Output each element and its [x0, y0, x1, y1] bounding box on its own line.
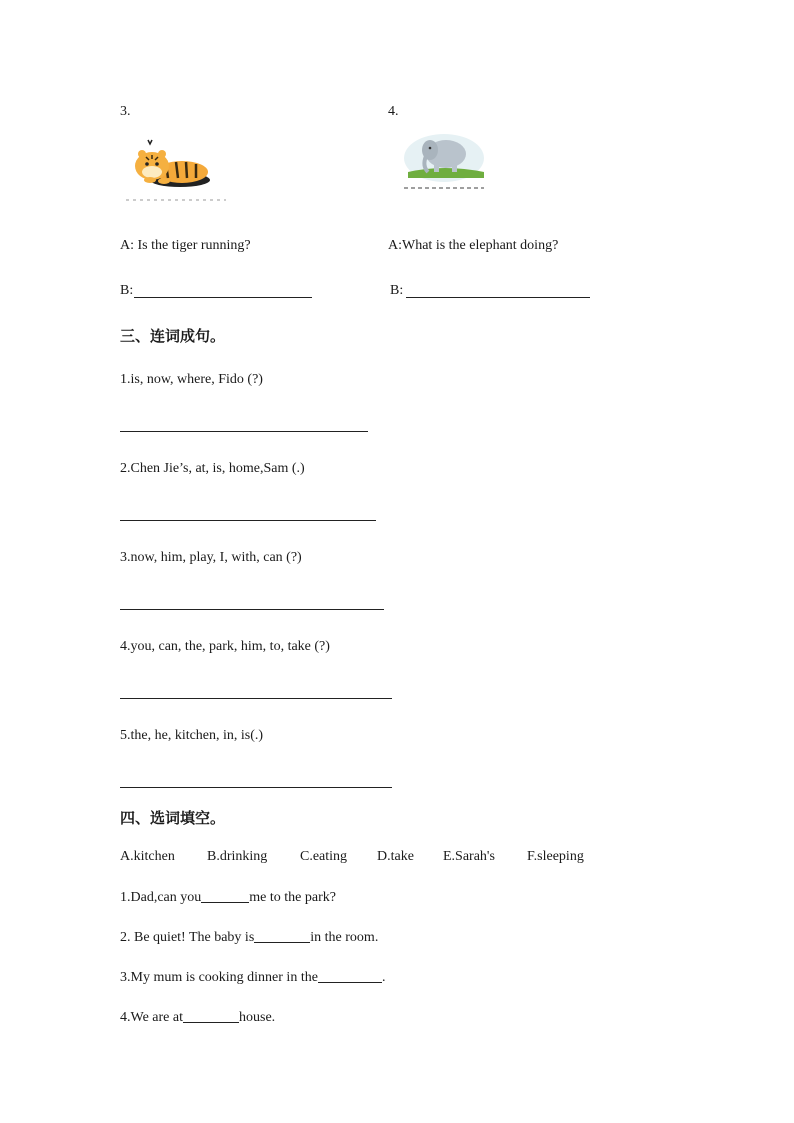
fill-sentence-1 [120, 888, 336, 906]
section-3-item-4: 4.you, can, the, park, him, to, take (?) [120, 639, 330, 654]
fill-sentence-1-before: 1.Dad,can you [120, 890, 202, 905]
section-4-heading: 四、选词填空。 [120, 809, 226, 827]
section-3-answer-4[interactable] [120, 698, 392, 699]
section-3-answer-1[interactable] [120, 431, 368, 432]
fill-sentence-2 [120, 928, 378, 946]
option-a: A.kitchen [120, 849, 175, 864]
picture-4-answer-blank[interactable] [406, 297, 590, 298]
picture-3-number: 3. [120, 104, 131, 119]
section-3-item-3: 3.now, him, play, I, with, can (?) [120, 550, 302, 565]
picture-4-answer-label: B: [390, 283, 404, 298]
elephant-picture [396, 128, 492, 192]
fill-blank-2[interactable] [254, 928, 310, 943]
section-3-item-5: 5.the, he, kitchen, in, is(.) [120, 728, 264, 743]
section-3-item-1: 1.is, now, where, Fido (?) [120, 372, 263, 387]
fill-blank-3[interactable] [318, 968, 382, 983]
fill-sentence-2-before: 2. Be quiet! The baby is [120, 930, 255, 945]
picture-4-number: 4. [388, 104, 399, 119]
fill-sentence-3-before: 3.My mum is cooking dinner in the [120, 970, 318, 985]
option-c: C.eating [300, 849, 348, 864]
section-3-answer-3[interactable] [120, 609, 384, 610]
section-3-item-2: 2.Chen Jie’s, at, is, home,Sam (.) [120, 461, 305, 476]
section-3-answer-5[interactable] [120, 787, 392, 788]
fill-sentence-4-before: 4.We are at [120, 1010, 183, 1025]
fill-sentence-1-after: me to the park? [249, 890, 336, 905]
fill-sentence-4-after: house. [239, 1010, 276, 1025]
picture-4-question: A:What is the elephant doing? [388, 238, 559, 253]
option-b: B.drinking [207, 849, 268, 864]
picture-3-answer-label: B: [120, 283, 134, 298]
fill-sentence-2-after: in the room. [310, 930, 379, 945]
fill-sentence-3-after: . [381, 970, 386, 985]
picture-3-answer-blank[interactable] [134, 297, 312, 298]
fill-blank-4[interactable] [183, 1008, 239, 1023]
option-f: F.sleeping [527, 849, 584, 864]
picture-3-question: A: Is the tiger running? [120, 238, 251, 253]
section-3-answer-2[interactable] [120, 520, 376, 521]
section-3-heading: 三、连词成句。 [120, 327, 226, 345]
option-d: D.take [377, 849, 414, 864]
fill-sentence-4 [120, 1008, 275, 1026]
option-e: E.Sarah's [443, 849, 495, 864]
fill-sentence-3 [120, 968, 385, 986]
tiger-picture [122, 136, 232, 204]
fill-blank-1[interactable] [201, 888, 249, 903]
